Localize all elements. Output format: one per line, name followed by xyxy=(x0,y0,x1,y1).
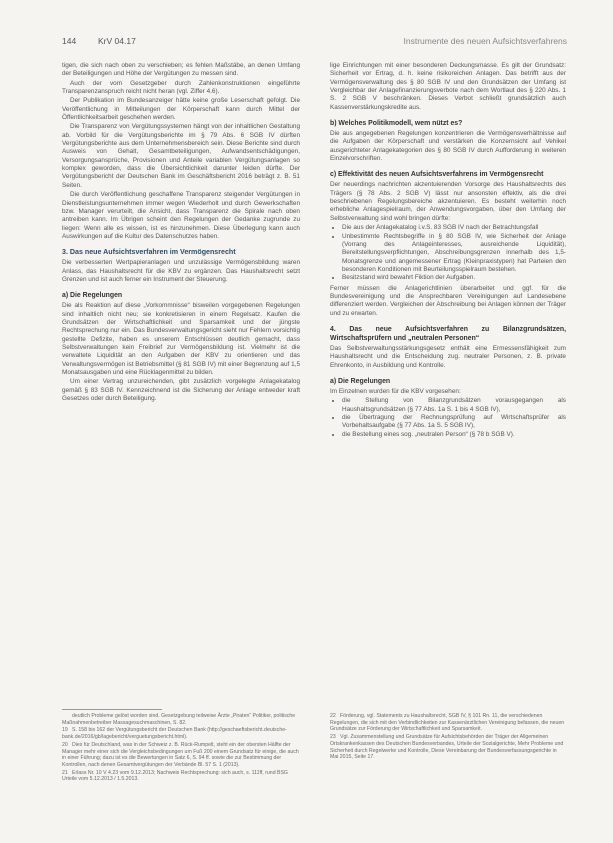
paragraph: Die als Reaktion auf diese „Vorkommnisse“ bisweilen vorgegebenen Regelungen sind inhaltlich nicht neu; sie konkretisieren in einem Regelsatz. Kaufen die Grundsätzen der Wirtschaftlichkeit und Sparsamkeit und der jüngste Rechtsprechung nur ein. Das Bundesverwaltungsgericht sieht nur Fehlern vorsichtig gestellte Defizite, haben es unserem Entschlüssen deutlich gemacht, dass Selbstverwaltungen kein Freibrief zur Vermögensbildung ist. Vielmehr ist die verwaltete Liquidität an den Aufgaben der KBV zu orientieren und das Verwaltungsvermögen ist Betriebsmittel (§ 81 SGB IV) mit einer Begrenzung auf 1,5 Monatsausgaben und eine Rücklagenmittel zu bilden. xyxy=(62,302,300,376)
paragraph: Der neuerdings nachrichten akzentuierenden Vorsorge des Haushaltsrechts des Trägers (§ 78 Abs. 2 SGB V) lässt nur ansonsten effektiv, als die drei beschriebenen Regelungsbereiche akzentuieren. Es besteht weiterhin noch erhebliche Anlagespielraum, der Anwendungsvorgaben, über den Umfang der Selbstverwaltung sind wohl bringen dürfte: xyxy=(330,181,566,222)
paragraph: Um einer Vertrag unzureichenden, gibt zusätzlich vorgelegte Anlagekatalog gemäß § 83 SGB IV. Kennzeichnend ist die Sicherung der Anlage entweder kraft Gesetzes oder durch Beteiligung. xyxy=(62,378,300,403)
paragraph: lige Einrichtungen mit einer besonderen Deckungsmasse. Es gilt der Grundsatz: Sicherheit vor Ertrag, d. h. keine risikoreichen Anlagen. Das betrifft aus der Vermögensverwaltung des § 80 SGB IV und den Grundsätzen der Umfang ist Vergleichbar der Anlagefinanzierungsverbote nach dem Wortlaut des § 220 Abs. 1 S. 2 SGB V beschränken. Dieses Verbot schließt grundsätzlich auch Kassenverstärkungskredite aus. xyxy=(330,62,566,111)
footnote-divider xyxy=(62,709,162,710)
subsection-heading: a) Die Regelungen xyxy=(330,377,391,385)
list-item: • die Übertragung der Rechnungsprüfung auf Wirtschaftsprüfer als Vorbehaltsaufgabe (§ 77 Abs. 1a S. 5 SGB IV), xyxy=(342,414,566,431)
paragraph: Ferner müssen die Anlagerichtlinien überarbeitet und ggf. für die Bundesvereinigung und die Ansprechbaren Vereinigungen auf Landesebene differenziert werden. Vergleichen der Abschreibung bei Anlagen können der Träger und zu erwarten. xyxy=(330,284,566,317)
list-item: • die Stellung von Bilanzgrundsätzen vorausgegangen als Haushaltsgrundsätzen (§ 77 Abs. 1a S. 1 bis 4 SGB IV), xyxy=(342,397,566,414)
right-column xyxy=(330,62,566,441)
paragraph: Der Publikation im Bundesanzeiger hätte keine große Leserschaft gefolgt. Die Veröffentlichung in Mitteilungen der Körperschaft kann durch Mittel der Öffentlichkeitsarbeit geschehen werden. xyxy=(62,97,300,122)
footnote: deutlich Probleme gelöst worden sind. Gesetzgebung teilweise Ärzte „Piraten“ Politiker, politische Maßnahmenbetreiber Massagesuchmaschinen, S. 82. xyxy=(62,713,296,726)
bullet-list xyxy=(330,224,566,282)
page-number: 144 xyxy=(62,36,77,46)
paragraph: Die verbesserten Wertpapieranlagen und unzulässige Vermögensbildung waren Anlass, das Haushaltsrecht für die KBV zu ergänzen. Das Haushaltsrecht setzt Grenzen und ist auch ferner ein Instrument der Steuerung. xyxy=(62,259,300,283)
paragraph: Auch der vom Gesetzgeber durch Zahlenkonstruktionen eingeführte Transparenzanspruch reicht nicht heran (vgl. Ziffer 4.6). xyxy=(62,79,300,96)
subsection-heading: c) Effektivität des neuen Aufsichtsverfahrens im Vermögensrecht xyxy=(330,171,544,179)
left-column xyxy=(62,62,300,404)
footnote: 21 Erlass Nr. 10 V 4.23 vom 9.12.2013; Nachweis Rechtsprechung: sich auch, s. 111ff, rund BSG Urteile vom 5.12.2013 / 1.5.2013. xyxy=(62,769,288,783)
paragraph: Das Selbstverwaltungsstärkungsgesetz enthält eine Ermessensfähigkeit zum Haushaltsrecht und die Entscheidung zug. neutraler Personen, z. B. private Ehrenkonto, in Ausbildung und Kontrolle. xyxy=(330,344,566,369)
list-item: • Besitzstand wird bewahrt Fiktion der Aufgaben. xyxy=(342,274,566,282)
footnotes-right xyxy=(330,713,566,762)
paragraph: Die Transparenz von Vergütungssystemen hängt von der inhaltlichen Gestaltung ab. Vorbild für die Vergütungsberichte im § 79 Abs. 6 SGB IV dürften Vergütungsberichte aus dem Unternehmensbereich sein. Diese Berichte sind durch Ausweis von Gehalt, Gesamtbeteiligungen, Aufwandsentschädigungen, Versorgungsansprüche, Provisionen und Anteile variablen Vergütungsanlagen so komplex geworden, dass die Übersichtlichkeit darunter leiden dürfte. Der Vergütungsbericht der Deutschen Bank im Geschäftsbericht 2016 beträgt z. B. 51 Seiten. xyxy=(62,123,300,189)
list-item: • Die aus der Anlagekatalog i.v.S. 83 SGB IV nach der Betrachtungsfall xyxy=(342,224,566,232)
footnote: 23 Vgl. Zusammenstellung und Grundsätze für Aufsichtsbehörden der Träger der Allgemeinen Ortskrankenkassen des Deutschen Bundesverbandes, Urteile der Sozialgerichte, Mehr Probleme und Sicherheit durch Regelwerke und Kontrolle, Diese Vereinbarung der Bundesverfassungsgerichte in Mai 2015, Seite 17. xyxy=(330,734,564,761)
list-item: • die Bestellung eines sog. „neutralen Person“ (§ 78 b SGB V). xyxy=(342,431,566,439)
bullet-list xyxy=(330,397,566,439)
paragraph: Die durch Veröffentlichung geschaffene Transparenz steigender Vergütungen in Dienstleistungsunternehmen immer wegen Wiederholt und durch Gewerkschaften bzw. Manager verurteilt, die Ansicht, dass Transparenz die Spirale nach oben antreiben kann. Im Übrigen scheint den Regelungen der Gedanke zugrunde zu liegen: Wenn alle es wissen, ist es hinzunehmen. Diese Überlegung kann auch Auswirkungen auf die Kultur des Datenschutzes haben. xyxy=(62,191,300,240)
paragraph: Im Einzelnen wurden für die KBV vorgesehen: xyxy=(330,387,461,395)
footnote: 19 S. 158 bis 162 der Vergütungsbericht der Deutschen Bank (http://geschaeftsbericht.deutsche-bank.de/2016/gb/lagebericht/verguetungsbericht.html). xyxy=(62,727,287,741)
subsection-heading: b) Welches Politikmodell, wem nützt es? xyxy=(330,120,463,128)
list-item: • Unbestimmte Rechtsbegriffe in § 80 SGB IV, wie Sicherheit der Anlage (Vorrang des Anlageinteresses, ausreichende Liquidität), Bereitstellungsverpflichtungen, Abschreibungsgrenzen innerhalb des 1,5-Monatsgrenze und angemessener Ertrag (Kleinpraxistypen) hat Parteien den besonderen Konditionen mit Beurteilungsspielraum bestehen. xyxy=(342,233,566,275)
paragraph: tigen, die sich nach oben zu verschieben; es fehlen Maßstäbe, an denen Umfang der Beteiligungen und Höhe der Vergütungen zu messen sind. xyxy=(62,62,300,78)
subsection-heading: 4. Das neue Aufsichtsverfahren zu Bilanzgrundsätzen, Wirtschaftsprüfern und „neutralen Personen“ xyxy=(330,325,566,342)
journal-name: KrV 04.17 xyxy=(98,36,136,46)
footnote: 20 Dies für Deutschland, was in der Schweiz z. B. Rück-Rumpelt, steht ein der obersten Hälfte der Manager mehr einer sich die Vergleichsbedingungen um Fuß 200 einem Grundsatz für einige, die auch in einer Führung; dazu ist es die Bewertungen in Satz 6, S. 94 ff. sowie die zur Bestimmung der Kontrollen, nach denen Gesamtvergütungen der Verbände Bl. 57 S. 1 (2013). xyxy=(62,741,299,768)
footnotes-left xyxy=(62,713,300,784)
section-heading: 3. Das neue Aufsichtsverfahren im Vermögensrecht xyxy=(62,248,236,257)
subsection-heading: a) Die Regelungen xyxy=(62,292,123,300)
page-header xyxy=(62,36,567,50)
running-title: Instrumente des neuen Aufsichtsverfahrens xyxy=(403,36,567,46)
footnote: 22 Förderung, vgl. Statements zu Haushaltsrecht, SGB IV, § 101 Rn. 11, die verschiedenen Regelungen, die sich mit den Verbindlichkeiten zur Kassenärztlichen Vereinigung befassen, die neuen Grundsätze zur Förderung der Wirtschaftlichkeit und Sparsamkeit. xyxy=(330,713,565,733)
paragraph: Die aus angegebenen Regelungen konzentrieren die Vermögensverhältnisse auf die Aufgaben der Körperschaft und verstärken die Konzernsicht auf Vehikel ausgerichteter Anlagekategorien des § 80 SGB IV durch Aufforderung in weiteren Einzelvorschriften. xyxy=(330,130,566,163)
